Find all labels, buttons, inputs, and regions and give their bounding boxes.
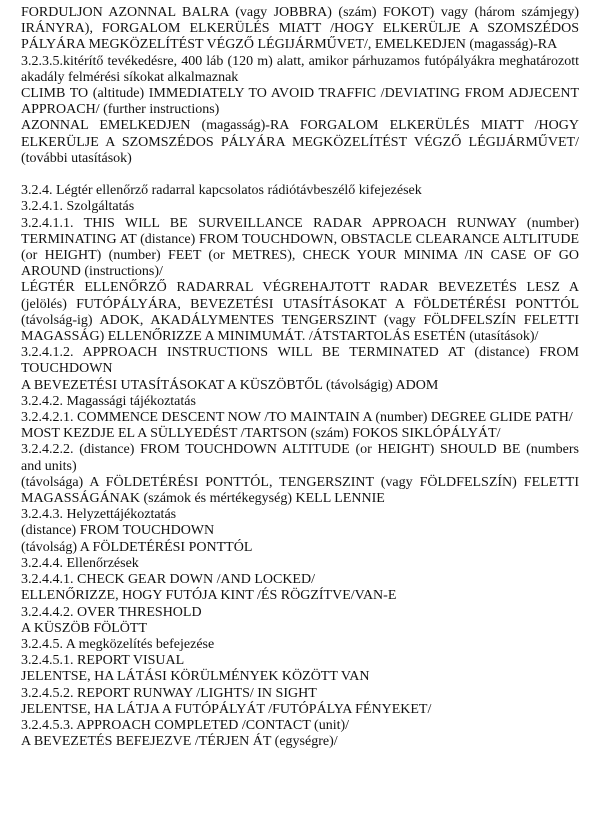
paragraph-3-2-4-4-2-en: 3.2.4.4.2. OVER THRESHOLD <box>21 604 202 620</box>
paragraph-3-2-4-1-1-hu: LÉGTÉR ELLENŐRZŐ RADARRAL VÉGREHAJTOTT RADAR BEVEZETÉS LESZ A (jelölés) FUTÓPÁLYÁRA, BEVEZETÉSI UTASÍTÁSOKAT A FÖLDETÉRÉSI PONTTÓL (távolság-ig) ADOK, AKADÁLYMENTES TENGERSZINT (vagy FÖLDFELSZÍN FELETTI MAGASSÁG) ELLENŐRIZZE A MINIMUMÁT. /ÁTSTARTOLÁS ESETÉN (utasítások)/ <box>21 280 579 345</box>
paragraph-3-2-4-2-1-hu: MOST KEZDJE EL A SÜLLYEDÉST /TARTSON (szám) FOKOS SIKLÓPÁLYÁT/ <box>21 426 501 442</box>
paragraph-3-2-4-5-2-hu: JELENTSE, HA LÁTJA A FUTÓPÁLYÁT /FUTÓPÁLYA FÉNYEKET/ <box>21 701 432 717</box>
paragraph-3-2-4-5-2-en: 3.2.4.5.2. REPORT RUNWAY /LIGHTS/ IN SIGHT <box>21 685 317 701</box>
subsection-heading-3-2-4-2: 3.2.4.2. Magassági tájékoztatás <box>21 393 196 409</box>
blank-line <box>21 167 579 183</box>
subsection-heading-3-2-4-5: 3.2.4.5. A megközelítés befejezése <box>21 636 215 652</box>
subsection-heading-3-2-4-1: 3.2.4.1. Szolgáltatás <box>21 199 135 215</box>
paragraph-3-2-4-3-hu: (távolság) A FÖLDETÉRÉSI PONTTÓL <box>21 539 253 555</box>
paragraph-3-2-4-1-2-hu: A BEVEZETÉSI UTASÍTÁSOKAT A KÜSZÖBTŐL (távolságig) ADOM <box>21 377 439 393</box>
paragraph-3-2-4-4-1-en: 3.2.4.4.1. CHECK GEAR DOWN /AND LOCKED/ <box>21 572 315 588</box>
paragraph-3-2-3-5: 3.2.3.5.kitérítő tevékedésre, 400 láb (120 m) alatt, amikor párhuzamos futópályákra meghatározott akadály felmérési síkokat alkalmaznak <box>21 53 579 85</box>
paragraph-3-2-4-3-en: (distance) FROM TOUCHDOWN <box>21 523 215 539</box>
subsection-heading-3-2-4-4: 3.2.4.4. Ellenőrzések <box>21 555 139 571</box>
paragraph-3-2-4-4-2-hu: A KÜSZÖB FÖLÖTT <box>21 620 148 636</box>
paragraph-turn-instruction-hu: FORDULJON AZONNAL BALRA (vagy JOBBRA) (szám) FOKOT) vagy (három számjegy) IRÁNYRA), FORGALOM ELKERÜLÉS MIATT /HOGY ELKERÜLJE A SZOMSZÉDOS PÁLYÁRA MEGKÖZELÍTÉST VÉGZŐ LÉGIJÁRMŰVET/, EMELKEDJEN (magasság)-RA <box>21 5 579 53</box>
paragraph-3-2-4-1-1-en: 3.2.4.1.1. THIS WILL BE SURVEILLANCE RADAR APPROACH RUNWAY (number) TERMINATING AT (distance) FROM TOUCHDOWN, OBSTACLE CLEARANCE ALTLITUDE (or HEIGHT) (number) FEET (or METRES), CHECK YOUR MINIMA /IN CASE OF GO AROUND (instructions)/ <box>21 215 579 280</box>
paragraph-3-2-4-5-1-en: 3.2.4.5.1. REPORT VISUAL <box>21 653 185 669</box>
section-heading-3-2-4: 3.2.4. Légtér ellenőrző radarral kapcsolatos rádiótávbeszélő kifejezések <box>21 183 422 199</box>
document-page <box>21 5 579 750</box>
paragraph-climb-hu: AZONNAL EMELKEDJEN (magasság)-RA FORGALOM ELKERÜLÉS MIATT /HOGY ELKERÜLJE A SZOMSZÉDOS PÁLYÁRA MEGKÖZELÍTÉST VÉGZŐ LÉGIJÁRMŰVET/ (további utasítások) <box>21 118 579 166</box>
paragraph-3-2-4-2-1-en: 3.2.4.2.1. COMMENCE DESCENT NOW /TO MAINTAIN A (number) DEGREE GLIDE PATH/ <box>21 410 573 426</box>
paragraph-3-2-4-5-3-en: 3.2.4.5.3. APPROACH COMPLETED /CONTACT (unit)/ <box>21 717 350 733</box>
paragraph-climb-en: CLIMB TO (altitude) IMMEDIATELY TO AVOID TRAFFIC /DEVIATING FROM ADJECENT APPROACH/ (further instructions) <box>21 86 579 118</box>
paragraph-3-2-4-2-2-en: 3.2.4.2.2. (distance) FROM TOUCHDOWN ALTITUDE (or HEIGHT) SHOULD BE (numbers and units) <box>21 442 579 474</box>
paragraph-3-2-4-4-1-hu: ELLENŐRIZZE, HOGY FUTÓJA KINT /ÉS RÖGZÍTVE/VAN-E <box>21 588 397 604</box>
paragraph-3-2-4-1-2-en: 3.2.4.1.2. APPROACH INSTRUCTIONS WILL BE TERMINATED AT (distance) FROM TOUCHDOWN <box>21 345 579 377</box>
paragraph-3-2-4-5-1-hu: JELENTSE, HA LÁTÁSI KÖRÜLMÉNYEK KÖZÖTT VAN <box>21 669 370 685</box>
paragraph-3-2-4-2-2-hu: (távolsága) A FÖLDETÉRÉSI PONTTÓL, TENGERSZINT (vagy FÖLDFELSZÍN) FELETTI MAGASSÁGÁNAK (számok és mértékegység) KELL LENNIE <box>21 474 579 507</box>
paragraph-3-2-4-5-3-hu: A BEVEZETÉS BEFEJEZVE /TÉRJEN ÁT (egységre)/ <box>21 734 338 750</box>
subsection-heading-3-2-4-3: 3.2.4.3. Helyzettájékoztatás <box>21 507 177 523</box>
